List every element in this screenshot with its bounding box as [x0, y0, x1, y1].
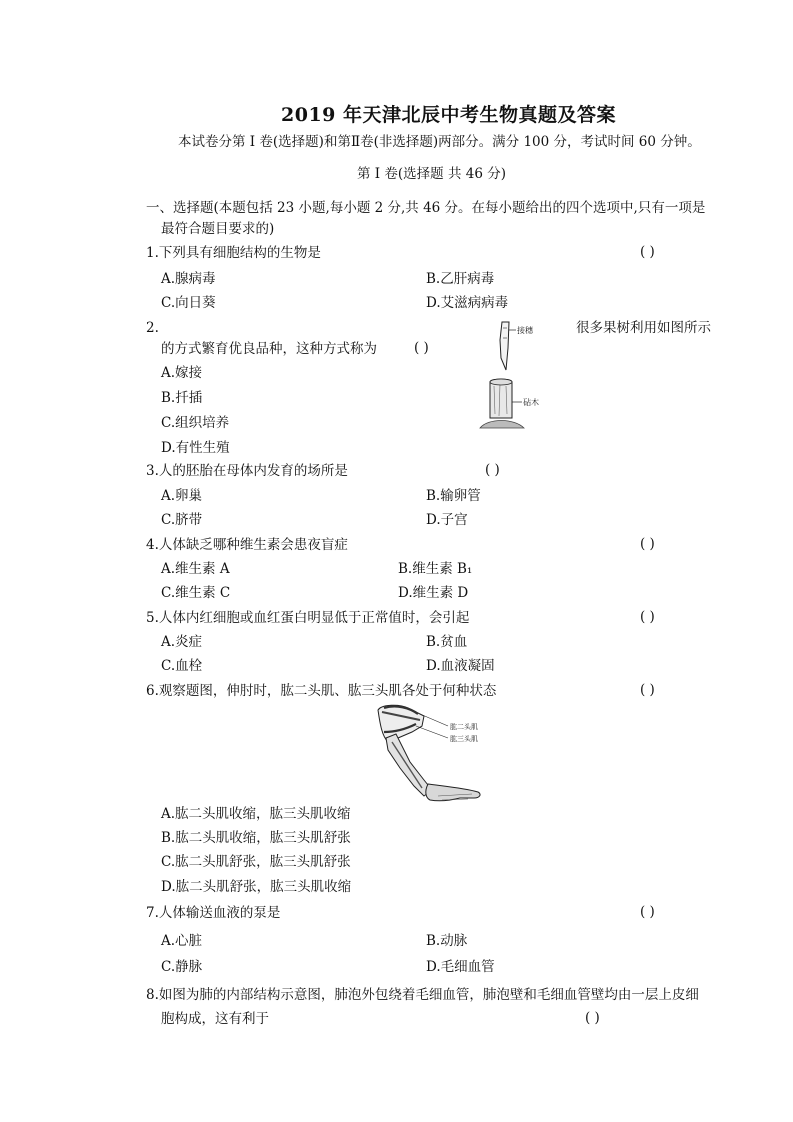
question-5-option-c: C.血栓 [161, 658, 203, 674]
question-6-stem: 6.观察题图，伸肘时，肱二头肌、肱三头肌各处于何种状态 [146, 683, 497, 699]
question-4-option-c: C.维生素 C [161, 585, 231, 601]
question-8-stem-line1: 8.如图为肺的内部结构示意图，肺泡外包绕着毛细血管，肺泡壁和毛细血管壁均由一层上皮细 [146, 987, 699, 1003]
question-5-option-a: A.炎症 [161, 634, 203, 650]
question-5-option-b: B.贫血 [426, 634, 468, 650]
question-5-answer-blank: ( ) [640, 609, 655, 625]
volume-title: 第 I 卷(选择题 共 46 分) [357, 166, 507, 182]
question-1-stem: 1.下列具有细胞结构的生物是 [146, 245, 321, 261]
section-heading-line1: 一、选择题(本题包括 23 小题,每小题 2 分,共 46 分。在每小题给出的四个选项中,只有一项是 [146, 200, 706, 216]
question-2-stem-right: 很多果树利用如图所示 [576, 320, 711, 336]
question-2-option-a: A.嫁接 [161, 365, 203, 381]
question-4-stem: 4.人体缺乏哪种维生素会患夜盲症 [146, 537, 348, 553]
question-4-option-b: B.维生素 B₁ [398, 561, 473, 577]
question-3-option-b: B.输卵管 [426, 488, 481, 504]
question-7-option-d: D.毛细血管 [426, 959, 495, 975]
question-4-answer-blank: ( ) [640, 536, 655, 552]
question-7-stem: 7.人体输送血液的泵是 [146, 905, 281, 921]
question-3-option-c: C.脐带 [161, 512, 203, 528]
question-4-option-a: A.维生素 A [161, 561, 230, 577]
figure-label-triceps: 肱三头肌 [450, 735, 478, 743]
page-title: 2019 年天津北辰中考生物真题及答案 [281, 104, 616, 126]
figure-label-biceps: 肱二头肌 [450, 723, 478, 731]
question-7-option-a: A.心脏 [161, 933, 203, 949]
question-5-option-d: D.血液凝固 [426, 658, 495, 674]
question-3-option-d: D.子宫 [426, 512, 468, 528]
question-2-option-d: D.有性生殖 [161, 440, 230, 456]
question-1-option-d: D.艾滋病病毒 [426, 295, 509, 311]
question-7-answer-blank: ( ) [640, 904, 655, 920]
question-5-stem: 5.人体内红细胞或血红蛋白明显低于正常值时，会引起 [146, 610, 470, 626]
question-1-option-b: B.乙肝病毒 [426, 271, 495, 287]
exam-intro: 本试卷分第 I 卷(选择题)和第Ⅱ卷(非选择题)两部分。满分 100 分，考试时间 60 分钟。 [178, 134, 701, 150]
question-6-option-c: C.肱二头肌舒张，肱三头肌舒张 [161, 854, 351, 870]
question-7-option-c: C.静脉 [161, 959, 203, 975]
question-6-option-a: A.肱二头肌收缩，肱三头肌收缩 [161, 806, 351, 822]
question-1-option-c: C.向日葵 [161, 295, 216, 311]
figure-label-rootstock: 砧木 [523, 398, 539, 407]
grafting-figure [476, 318, 572, 436]
question-3-answer-blank: ( ) [485, 462, 500, 478]
question-6-option-d: D.肱二头肌舒张，肱三头肌收缩 [161, 879, 352, 895]
arm-muscle-figure [372, 702, 492, 806]
question-3-stem: 3.人的胚胎在母体内发育的场所是 [146, 463, 348, 479]
question-3-option-a: A.卵巢 [161, 488, 203, 504]
question-2-stem: 的方式繁育优良品种，这种方式称为 [161, 341, 377, 357]
figure-label-scion: 接穗 [517, 326, 533, 335]
question-1-option-a: A.腺病毒 [161, 271, 216, 287]
question-8-answer-blank: ( ) [585, 1010, 600, 1026]
question-1-answer-blank: ( ) [640, 244, 655, 260]
question-2-answer-blank: ( ) [414, 340, 429, 356]
question-2-number: 2. [146, 320, 159, 336]
question-2-option-b: B.扦插 [161, 390, 203, 406]
question-8-stem-line2: 胞构成，这有利于 [161, 1011, 269, 1027]
question-4-option-d: D.维生素 D [398, 585, 469, 601]
question-2-option-c: C.组织培养 [161, 415, 230, 431]
question-7-option-b: B.动脉 [426, 933, 468, 949]
question-6-answer-blank: ( ) [640, 682, 655, 698]
question-6-option-b: B.肱二头肌收缩，肱三头肌舒张 [161, 830, 351, 846]
section-heading-line2: 最符合题目要求的) [161, 221, 275, 237]
